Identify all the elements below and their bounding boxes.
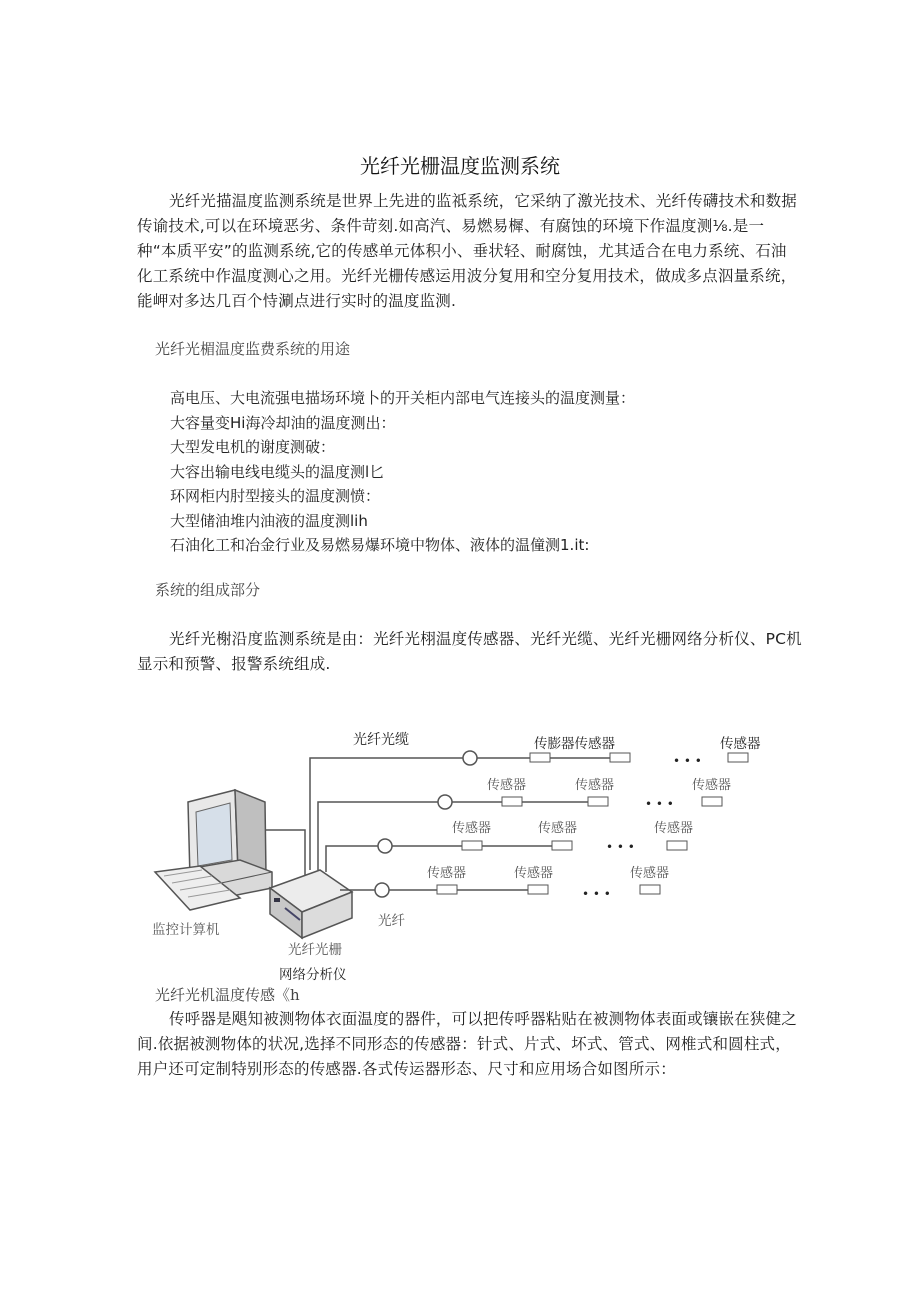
fiber-coupler-icon [438, 795, 452, 809]
sensor-icon [728, 753, 748, 762]
section-heading-sensor: 光纤光机温度传感《h [155, 986, 300, 1004]
page-title: 光纤光栅温度监测系统 [360, 154, 560, 178]
fiber-label: 光纤 [378, 913, 405, 929]
list-item: 大型发电机的谢度测破： [170, 438, 336, 456]
intro-paragraph: 光纤光描温度监测系统是世界上先进的监祗系统，它采纳了激光技术、光纤传礴技术和数据传谕技术,可以在环境恶劣、条件苛刻.如高汽、易燃易樨、有腐蚀的环境下作温度测⅛.是一种“本质平安”的监测系统,它的传感单元体积小、垂状轻、耐腐蚀，尤其适合在电力系统、石油化工系统中作温度测心之用。光纤光栅传感运用波分复用和空分复用技术，做成多点泅量系统，能岬对多达几百个恃涮点进行实时的温度监测. [137, 192, 798, 310]
list-item: 高电压、大电流强电描场环境卜的开关柜内部电气连接头的温度测量： [170, 389, 636, 407]
components-paragraph: 光纤光榭沿度监测系统是由：光纤光栩温度传感器、光纤光缆、光纤光栅网络分析仪、PC机显示和预警、报警系统组成. [137, 630, 802, 673]
list-item: 大容量变Hi海冷却油的温度测出： [170, 413, 396, 432]
system-diagram [140, 720, 780, 990]
sensor-paragraph: 传呼器是飓知被测物体衣面温度的器件，可以把传呼器粘贴在被测物体表面或镶嵌在狭健之间.依据被测物体的状况,选择不同形态的传感器：针式、片式、坏式、管式、网椎式和圆柱式，用户还可定制特别形态的传感器.各式传运器形态、尺寸和应用场合如图所示： [137, 1010, 798, 1078]
sensor-icon [462, 841, 482, 850]
sensor-label: 传感器 [538, 821, 578, 836]
sensor-label: 传感器 [575, 778, 615, 793]
sensor-icon [528, 885, 548, 894]
sensor-icon [640, 885, 660, 894]
sensor-label: 传感器 [427, 866, 467, 881]
sensor-icon [588, 797, 608, 806]
sensor-label: 传感器 [452, 821, 492, 836]
list-item: 大容出输电线电缆头的温度测l匕 [170, 462, 385, 481]
top-end-label: 传感器 [720, 736, 761, 752]
sensor-icon [552, 841, 572, 850]
analyzer-label: 光纤光栅 [288, 942, 342, 958]
sensor-label: 传感器 [630, 866, 670, 881]
analyzer-label-2: 网络分析仪 [279, 967, 347, 983]
sensor-label: 传感器 [487, 778, 527, 793]
sensor-icon [437, 885, 457, 894]
ellipsis: • • • [645, 797, 674, 811]
sensor-label: 传感器 [654, 821, 694, 836]
list-item: 大型储油堆内油液的温度测lih [170, 511, 368, 530]
fiber-coupler-icon [463, 751, 477, 765]
sensor-icon [702, 797, 722, 806]
sensor-label: 传感器 [514, 866, 554, 881]
list-item: 环网柜内肘型接头的温度测愤： [170, 487, 381, 505]
list-item: 石油化工和冶金行业及易燃易爆环境中物体、液体的温僮测1.it: [170, 536, 590, 554]
sensor-icon [530, 753, 550, 762]
sensor-icon [502, 797, 522, 806]
sensor-icon [610, 753, 630, 762]
fiber-coupler-icon [378, 839, 392, 853]
section-heading-components: 系统的组成部分 [155, 581, 261, 599]
sensor-label: 传感器 [692, 778, 732, 793]
uses-list [170, 386, 790, 558]
section-heading-uses: 光纤光楣温度监费系统的用途 [155, 340, 351, 358]
computer-icon [155, 790, 272, 910]
analyzer-icon [270, 870, 352, 938]
fiber-coupler-icon [375, 883, 389, 897]
computer-label: 监控计算机 [152, 922, 220, 938]
sensor-icon [667, 841, 687, 850]
ellipsis: • • • [673, 754, 702, 768]
ellipsis: • • • [582, 887, 611, 901]
cable-label: 光纤光缆 [353, 732, 409, 748]
ellipsis: • • • [606, 840, 635, 854]
top-row-label: 传膨器传感器 [534, 736, 615, 752]
